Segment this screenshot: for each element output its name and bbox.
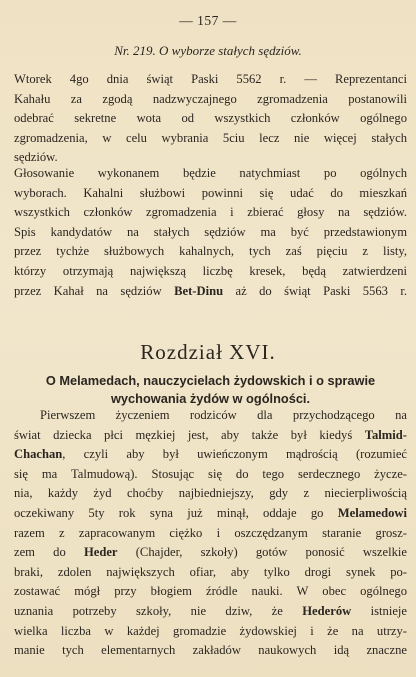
text-run: przez Kahał na sędziów [14, 283, 175, 298]
text-line: braki, zdolen największych ofiar, aby tylko drogi synek po- [14, 564, 407, 579]
subtitle-line: O Melamedach, nauczycielach żydowskich i o sprawie [45, 373, 376, 388]
text-line [14, 282, 407, 302]
text-line [14, 445, 407, 465]
bold-term: Melamedowi [337, 505, 407, 520]
text-line: Kahału za zgodą nadzwyczajnego zgromadzenia postanowili [14, 91, 407, 106]
paragraph-first [14, 70, 407, 168]
document-section-heading: Nr. 219. O wyborze stałych sędziów. [114, 43, 302, 58]
text-line: się ma Talmudową). Stosując się do tego serdecznego życze- [14, 466, 407, 481]
text-line: razem z zapracowanym ciężko i oszczędzanym staranie grosz- [14, 525, 407, 540]
text-line: Spis kandydatów na stałych sędziów ma być przedstawionym [14, 224, 407, 239]
text-line: wyborach. Kahalni służbowi powinni się udać do mieszkań [14, 185, 407, 200]
text-line: Wtorek 4go dnia świąt Paski 5562 r. — Reprezentanci [14, 72, 407, 86]
subtitle-line: wychowania żydów w ogólności. [110, 391, 311, 406]
text-line: zostawać mógł przy błogiem źródle nauki. W obec ogólnego [14, 584, 407, 599]
text-line [14, 426, 407, 446]
text-line: manie tych elementarnych zakładów naukowych idą znaczne [14, 643, 407, 658]
text-run: (Chajder, szkoły) gotów ponosić wszelkie [117, 545, 407, 560]
text-run: uznania potrzeby szkoły, nie dziw, że [14, 603, 303, 618]
text-line: wszystkich członków zgromadzenia i zbierać głosy na sędziów. [14, 205, 407, 220]
bold-term: Hederów [302, 603, 352, 618]
text-line: zgromadzenia, w celu wybrania 5ciu lecz nie więcej stałych [14, 130, 407, 145]
bold-term: Heder [83, 545, 118, 560]
text-run: świat dziecka płci męzkiej jest, aby także był kiedyś [14, 427, 365, 442]
bold-term: Chachan [14, 447, 63, 462]
text-run: oczekiwany 5ty rok syna już minął, oddaje go [14, 505, 338, 520]
text-line: przez tychże służbowych kahalnych, tych zaś pięciu z listy, [14, 244, 407, 259]
paragraph-second [14, 164, 407, 301]
chapter-title: Rozdział XVI. [140, 340, 276, 364]
text-line: sędziów. [14, 150, 58, 165]
bold-term: Bet-Dinu [174, 283, 224, 298]
text-line: odebrać sekretne wota od wszystkich członków ogólnego [14, 111, 407, 126]
text-line: nia, każdy żyd choćby najbiedniejszy, gdy z niecierpliwością [14, 486, 407, 501]
chapter-subtitle [14, 372, 407, 408]
bold-term: Talmid- [364, 427, 407, 442]
text-run: , czyli aby był uwieńczonym mądrością (rozumieć [62, 447, 407, 462]
text-run: zem do [14, 545, 84, 560]
text-run: aż do świąt Paski 5563 r. [223, 283, 407, 298]
text-line: Pierwszem życzeniem rodziców dla przychodzącego na [40, 408, 407, 422]
text-line: którzy otrzymają największą liczbę kresek, będą zatwierdzeni [14, 263, 407, 278]
text-line [14, 543, 407, 563]
text-line: wielka liczba w każdej gromadzie żydowskiej i że na utrzy- [14, 623, 407, 638]
text-line: Głosowanie wykonanem będzie natychmiast po ogólnych [14, 166, 407, 180]
page-number: — 157 — [179, 13, 237, 28]
text-line [14, 602, 407, 622]
paragraph-third [14, 406, 407, 661]
text-line [14, 504, 407, 524]
text-run: istnieje [351, 603, 407, 618]
